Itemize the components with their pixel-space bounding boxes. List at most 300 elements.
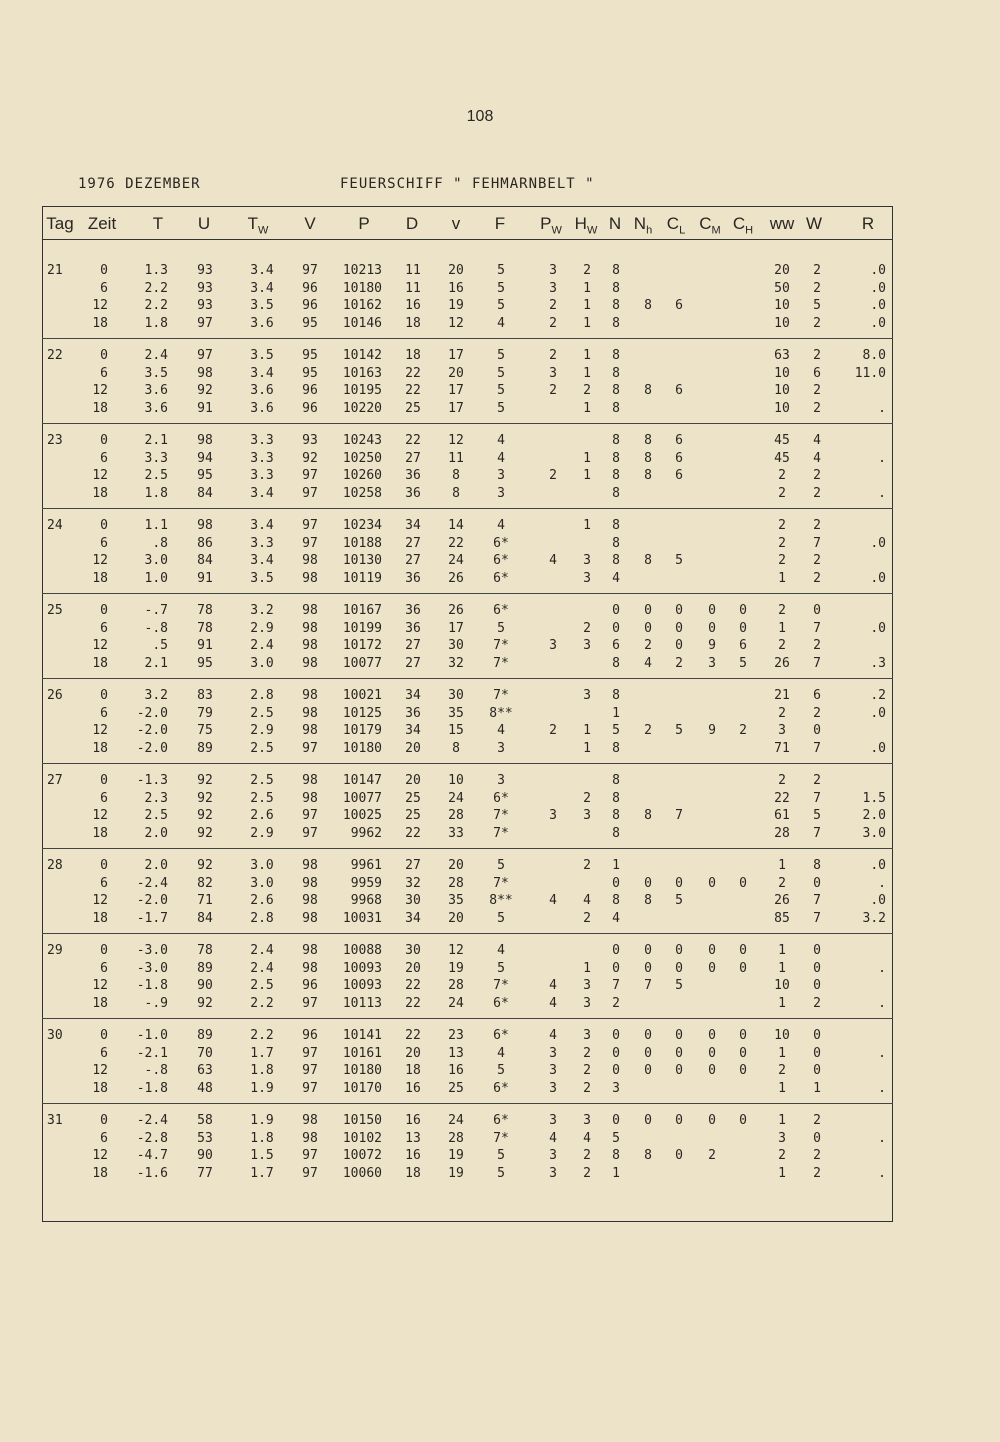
table-cell-vv: 25: [448, 1080, 464, 1096]
table-cell-zeit: 0: [100, 1028, 108, 1043]
table-cell-vv: 17: [448, 348, 464, 363]
table-cell-ww: 45: [774, 433, 790, 448]
table-cell-f: 8**: [489, 893, 513, 908]
table-cell-v: 98: [302, 688, 318, 703]
table-cell-d: 20: [405, 773, 421, 788]
table-cell-r: .: [878, 1045, 886, 1061]
table-cell-t: -1.3: [136, 773, 168, 788]
table-cell-v: 98: [302, 638, 318, 653]
table-cell-w: 0: [813, 1130, 821, 1146]
table-cell-d: 30: [405, 893, 421, 908]
table-cell-nh: 0: [644, 1063, 652, 1078]
table-cell-vv: 16: [448, 1063, 464, 1078]
table-cell-nh: 7: [644, 978, 652, 993]
table-cell-zeit: 12: [92, 298, 108, 313]
table-cell-f: 5: [497, 365, 505, 381]
table-cell-nh: 0: [644, 1045, 652, 1061]
table-cell-p: 10113: [342, 995, 382, 1011]
table-cell-hw: 3: [583, 808, 591, 823]
table-cell-u: 70: [197, 1045, 213, 1061]
table-cell-v: 96: [302, 1028, 318, 1043]
table-cell-d: 22: [405, 825, 421, 841]
table-cell-w: 5: [813, 298, 821, 313]
table-cell-v: 97: [302, 535, 318, 551]
table-cell-t: -1.8: [136, 978, 168, 993]
column-header-w-label: W: [805, 214, 823, 233]
table-cell-ww: 1: [778, 995, 786, 1011]
day-separator: [42, 593, 893, 594]
table-cell-nh: 0: [644, 943, 652, 958]
table-cell-p: 10195: [342, 383, 382, 398]
table-cell-hw: 1: [583, 740, 591, 756]
table-cell-p: 10060: [342, 1165, 382, 1181]
table-cell-zeit: 6: [100, 620, 108, 636]
table-cell-f: 7*: [493, 655, 509, 671]
table-cell-t: -2.0: [136, 723, 168, 738]
table-cell-hw: 2: [583, 263, 591, 278]
table-cell-zeit: 6: [100, 960, 108, 976]
table-frame: [42, 206, 893, 1222]
table-cell-u: 98: [197, 433, 213, 448]
table-cell-p: 10119: [342, 570, 382, 586]
table-cell-w: 2: [813, 638, 821, 653]
table-cell-v: 98: [302, 773, 318, 788]
table-cell-t: -4.7: [136, 1148, 168, 1163]
table-cell-pw: 2: [549, 468, 557, 483]
table-cell-f: 6*: [493, 603, 509, 618]
table-cell-ch: 0: [739, 960, 747, 976]
table-cell-zeit: 12: [92, 468, 108, 483]
table-cell-w: 0: [813, 875, 821, 891]
table-cell-n: 1: [612, 858, 620, 873]
table-cell-tw: 3.3: [250, 468, 274, 483]
table-cell-ww: 63: [774, 348, 790, 363]
table-cell-hw: 1: [583, 315, 591, 331]
table-cell-r: .0: [870, 263, 886, 278]
table-cell-v: 97: [302, 995, 318, 1011]
table-cell-p: 10093: [342, 978, 382, 993]
table-cell-t: -2.4: [136, 1113, 168, 1128]
table-cell-f: 6*: [493, 553, 509, 568]
table-cell-vv: 24: [448, 995, 464, 1011]
column-header-v-label: V: [304, 214, 316, 233]
table-cell-f: 6*: [493, 1028, 509, 1043]
table-cell-zeit: 12: [92, 383, 108, 398]
table-cell-v: 97: [302, 825, 318, 841]
table-cell-cm: 0: [708, 960, 716, 976]
table-cell-n: 0: [612, 1063, 620, 1078]
table-cell-cl: 0: [675, 875, 683, 891]
table-cell-zeit: 18: [92, 570, 108, 586]
table-cell-v: 95: [302, 365, 318, 381]
table-cell-v: 98: [302, 893, 318, 908]
table-cell-hw: 1: [583, 960, 591, 976]
table-cell-n: 8: [612, 825, 620, 841]
table-cell-u: 63: [197, 1063, 213, 1078]
table-cell-d: 18: [405, 1063, 421, 1078]
table-cell-zeit: 0: [100, 943, 108, 958]
table-cell-r: 11.0: [854, 365, 886, 381]
table-cell-zeit: 12: [92, 723, 108, 738]
table-cell-ww: 28: [774, 825, 790, 841]
table-cell-zeit: 6: [100, 875, 108, 891]
table-cell-n: 5: [612, 1130, 620, 1146]
table-cell-r: .: [878, 450, 886, 466]
table-cell-n: 8: [612, 688, 620, 703]
table-cell-u: 78: [197, 943, 213, 958]
table-cell-u: 92: [197, 825, 213, 841]
table-cell-n: 0: [612, 1113, 620, 1128]
table-cell-u: 98: [197, 518, 213, 533]
table-cell-hw: 4: [583, 1130, 591, 1146]
table-cell-tw: 3.4: [250, 553, 274, 568]
table-cell-w: 2: [813, 485, 821, 501]
day-separator: [42, 848, 893, 849]
table-cell-p: 10180: [342, 280, 382, 296]
table-cell-p: 10125: [342, 705, 382, 721]
table-cell-w: 2: [813, 280, 821, 296]
table-cell-vv: 35: [448, 705, 464, 721]
column-header-cl: [667, 214, 685, 236]
table-cell-ww: 10: [774, 383, 790, 398]
table-cell-nh: 0: [644, 603, 652, 618]
table-cell-pw: 3: [549, 1080, 557, 1096]
table-cell-vv: 19: [448, 960, 464, 976]
table-cell-v: 98: [302, 553, 318, 568]
table-cell-tw: 2.8: [250, 910, 274, 926]
table-cell-d: 16: [405, 1080, 421, 1096]
table-cell-zeit: 6: [100, 450, 108, 466]
table-cell-tw: 1.8: [250, 1130, 274, 1146]
table-cell-r: .0: [870, 893, 886, 908]
table-cell-u: 86: [197, 535, 213, 551]
table-cell-zeit: 12: [92, 1063, 108, 1078]
table-cell-ww: 2: [778, 485, 786, 501]
table-cell-ww: 1: [778, 1080, 786, 1096]
table-cell-n: 4: [612, 910, 620, 926]
table-cell-tw: 3.6: [250, 383, 274, 398]
table-cell-ww: 10: [774, 315, 790, 331]
table-cell-zeit: 6: [100, 280, 108, 296]
table-cell-f: 6*: [493, 790, 509, 806]
table-cell-p: 10179: [342, 723, 382, 738]
table-cell-r: .0: [870, 620, 886, 636]
table-cell-pw: 3: [549, 638, 557, 653]
day-label: 27: [47, 773, 63, 788]
table-cell-p: 10093: [342, 960, 382, 976]
table-cell-n: 2: [612, 995, 620, 1011]
table-cell-zeit: 18: [92, 1080, 108, 1096]
table-cell-p: 10161: [342, 1045, 382, 1061]
table-cell-n: 8: [612, 450, 620, 466]
table-cell-zeit: 0: [100, 688, 108, 703]
table-cell-n: 8: [612, 808, 620, 823]
table-cell-u: 95: [197, 468, 213, 483]
table-cell-cl: 0: [675, 1148, 683, 1163]
table-cell-r: .: [878, 875, 886, 891]
table-cell-n: 0: [612, 960, 620, 976]
table-cell-t: -2.0: [136, 893, 168, 908]
table-cell-vv: 19: [448, 298, 464, 313]
table-cell-zeit: 6: [100, 535, 108, 551]
column-header-tw-subscript: W: [258, 224, 269, 237]
column-header-hw-label: H: [574, 214, 587, 233]
table-cell-u: 79: [197, 705, 213, 721]
table-cell-vv: 28: [448, 978, 464, 993]
table-cell-n: 8: [612, 740, 620, 756]
column-header-nh: [634, 214, 652, 236]
table-cell-hw: 3: [583, 1113, 591, 1128]
table-cell-n: 7: [612, 978, 620, 993]
table-cell-v: 97: [302, 263, 318, 278]
column-header-zeit-label: Zeit: [87, 214, 117, 233]
table-cell-p: 10021: [342, 688, 382, 703]
table-cell-u: 75: [197, 723, 213, 738]
table-cell-u: 82: [197, 875, 213, 891]
table-cell-t: -1.6: [136, 1165, 168, 1181]
table-cell-ww: 2: [778, 603, 786, 618]
table-cell-ch: 0: [739, 620, 747, 636]
table-cell-hw: 3: [583, 1028, 591, 1043]
table-cell-ch: 0: [739, 1063, 747, 1078]
table-cell-ch: 0: [739, 1113, 747, 1128]
table-cell-cl: 6: [675, 383, 683, 398]
table-cell-ch: 0: [739, 943, 747, 958]
table-cell-f: 5: [497, 280, 505, 296]
table-cell-f: 5: [497, 263, 505, 278]
table-cell-vv: 20: [448, 910, 464, 926]
table-cell-zeit: 6: [100, 1045, 108, 1061]
table-cell-w: 5: [813, 808, 821, 823]
table-cell-u: 92: [197, 383, 213, 398]
table-cell-f: 5: [497, 960, 505, 976]
table-cell-n: 8: [612, 348, 620, 363]
table-cell-nh: 8: [644, 808, 652, 823]
table-cell-n: 8: [612, 773, 620, 788]
table-cell-f: 6*: [493, 535, 509, 551]
column-header-zeit: [88, 214, 116, 234]
table-cell-vv: 24: [448, 790, 464, 806]
table-cell-p: 10031: [342, 910, 382, 926]
table-cell-pw: 2: [549, 315, 557, 331]
table-cell-ww: 2: [778, 553, 786, 568]
table-cell-u: 90: [197, 978, 213, 993]
table-cell-cm: 0: [708, 1028, 716, 1043]
table-cell-r: .: [878, 1130, 886, 1146]
table-cell-d: 27: [405, 553, 421, 568]
table-cell-vv: 30: [448, 638, 464, 653]
table-cell-w: 7: [813, 790, 821, 806]
column-header-hw: [575, 214, 598, 236]
column-header-cm-subscript: M: [711, 224, 721, 237]
table-cell-n: 8: [612, 365, 620, 381]
table-cell-n: 1: [612, 705, 620, 721]
column-header-nh-subscript: h: [646, 224, 653, 237]
table-cell-d: 36: [405, 705, 421, 721]
table-cell-t: -1.8: [136, 1080, 168, 1096]
table-cell-r: .0: [870, 315, 886, 331]
table-cell-f: 4: [497, 315, 505, 331]
table-cell-f: 4: [497, 943, 505, 958]
table-cell-n: 8: [612, 298, 620, 313]
table-cell-p: 10180: [342, 740, 382, 756]
table-cell-f: 7*: [493, 808, 509, 823]
table-cell-f: 5: [497, 620, 505, 636]
table-cell-tw: 2.4: [250, 960, 274, 976]
table-cell-pw: 2: [549, 298, 557, 313]
table-cell-f: 5: [497, 400, 505, 416]
table-cell-t: 3.6: [144, 400, 168, 416]
day-separator: [42, 933, 893, 934]
table-cell-r: .0: [870, 858, 886, 873]
table-cell-tw: 2.5: [250, 978, 274, 993]
table-cell-hw: 2: [583, 1063, 591, 1078]
table-cell-p: 10147: [342, 773, 382, 788]
table-cell-f: 3: [497, 773, 505, 788]
table-cell-n: 0: [612, 943, 620, 958]
table-cell-ww: 3: [778, 723, 786, 738]
table-cell-v: 96: [302, 298, 318, 313]
table-cell-u: 91: [197, 570, 213, 586]
table-cell-tw: 2.8: [250, 688, 274, 703]
table-cell-t: .8: [152, 535, 168, 551]
table-cell-t: 2.5: [144, 808, 168, 823]
table-cell-zeit: 0: [100, 518, 108, 533]
table-cell-tw: 3.3: [250, 535, 274, 551]
table-cell-f: 5: [497, 348, 505, 363]
table-cell-nh: 8: [644, 383, 652, 398]
table-cell-w: 7: [813, 620, 821, 636]
table-cell-f: 5: [497, 858, 505, 873]
table-cell-p: 10258: [342, 485, 382, 501]
table-cell-tw: 3.0: [250, 875, 274, 891]
table-cell-d: 27: [405, 858, 421, 873]
table-cell-nh: 0: [644, 875, 652, 891]
table-cell-p: 10088: [342, 943, 382, 958]
table-cell-cl: 6: [675, 298, 683, 313]
table-cell-w: 0: [813, 978, 821, 993]
table-cell-p: 10163: [342, 365, 382, 381]
table-cell-tw: 2.5: [250, 705, 274, 721]
table-cell-tw: 2.5: [250, 773, 274, 788]
table-cell-vv: 22: [448, 535, 464, 551]
table-cell-tw: 3.4: [250, 518, 274, 533]
table-cell-v: 95: [302, 348, 318, 363]
table-cell-vv: 32: [448, 655, 464, 671]
table-cell-n: 4: [612, 570, 620, 586]
table-cell-tw: 3.0: [250, 858, 274, 873]
table-cell-hw: 1: [583, 450, 591, 466]
table-cell-ch: 5: [739, 655, 747, 671]
table-cell-p: 10180: [342, 1063, 382, 1078]
table-cell-t: 3.2: [144, 688, 168, 703]
table-cell-d: 27: [405, 655, 421, 671]
day-separator: [42, 338, 893, 339]
table-cell-f: 5: [497, 910, 505, 926]
table-cell-u: 90: [197, 1148, 213, 1163]
table-cell-d: 36: [405, 603, 421, 618]
column-header-ww-label: ww: [769, 214, 795, 233]
table-cell-zeit: 18: [92, 995, 108, 1011]
table-cell-vv: 19: [448, 1148, 464, 1163]
table-cell-v: 97: [302, 1080, 318, 1096]
table-cell-w: 7: [813, 825, 821, 841]
table-cell-t: 1.8: [144, 315, 168, 331]
table-cell-nh: 0: [644, 1113, 652, 1128]
table-cell-n: 8: [612, 280, 620, 296]
column-header-f: [495, 214, 505, 234]
table-cell-w: 0: [813, 1045, 821, 1061]
table-cell-f: 6*: [493, 995, 509, 1011]
table-cell-p: 10234: [342, 518, 382, 533]
column-header-ch-label: C: [732, 214, 746, 233]
table-cell-nh: 8: [644, 433, 652, 448]
table-cell-w: 2: [813, 570, 821, 586]
table-cell-pw: 4: [549, 893, 557, 908]
table-cell-f: 3: [497, 485, 505, 501]
table-cell-t: 2.1: [144, 655, 168, 671]
table-cell-v: 98: [302, 858, 318, 873]
table-cell-v: 98: [302, 723, 318, 738]
table-cell-v: 98: [302, 1130, 318, 1146]
column-header-n-label: N: [608, 214, 622, 233]
table-cell-v: 97: [302, 485, 318, 501]
column-header-u: [198, 214, 210, 234]
table-cell-n: 3: [612, 1080, 620, 1096]
table-cell-t: -2.0: [136, 740, 168, 756]
table-cell-hw: 2: [583, 910, 591, 926]
table-cell-v: 98: [302, 1113, 318, 1128]
table-cell-f: 3: [497, 740, 505, 756]
table-cell-nh: 8: [644, 450, 652, 466]
table-cell-p: 10150: [342, 1113, 382, 1128]
column-header-row: [42, 206, 893, 240]
day-label: 30: [47, 1028, 63, 1043]
table-cell-pw: 3: [549, 808, 557, 823]
table-cell-zeit: 6: [100, 365, 108, 381]
table-cell-n: 8: [612, 790, 620, 806]
table-cell-hw: 3: [583, 978, 591, 993]
table-cell-t: -.7: [144, 603, 168, 618]
table-cell-d: 27: [405, 535, 421, 551]
column-header-ww: [770, 214, 795, 234]
table-cell-n: 8: [612, 433, 620, 448]
table-cell-cm: 2: [708, 1148, 716, 1163]
table-cell-zeit: 0: [100, 263, 108, 278]
column-header-cm: [699, 214, 720, 236]
table-cell-n: 8: [612, 1148, 620, 1163]
table-cell-ww: 2: [778, 1063, 786, 1078]
table-cell-r: .2: [870, 688, 886, 703]
table-cell-hw: 2: [583, 1165, 591, 1181]
table-cell-d: 20: [405, 1045, 421, 1061]
table-cell-ww: 21: [774, 688, 790, 703]
table-cell-t: -3.0: [136, 943, 168, 958]
table-cell-d: 11: [405, 280, 421, 296]
column-header-v: [304, 214, 315, 234]
table-cell-tw: 3.4: [250, 263, 274, 278]
table-cell-r: .0: [870, 705, 886, 721]
table-cell-f: 8**: [489, 705, 513, 721]
table-cell-w: 2: [813, 553, 821, 568]
table-cell-w: 1: [813, 1080, 821, 1096]
table-cell-t: -.8: [144, 620, 168, 636]
table-cell-hw: 1: [583, 348, 591, 363]
table-cell-pw: 3: [549, 1063, 557, 1078]
table-cell-p: 10141: [342, 1028, 382, 1043]
column-header-r: [862, 214, 874, 234]
table-cell-f: 6*: [493, 570, 509, 586]
